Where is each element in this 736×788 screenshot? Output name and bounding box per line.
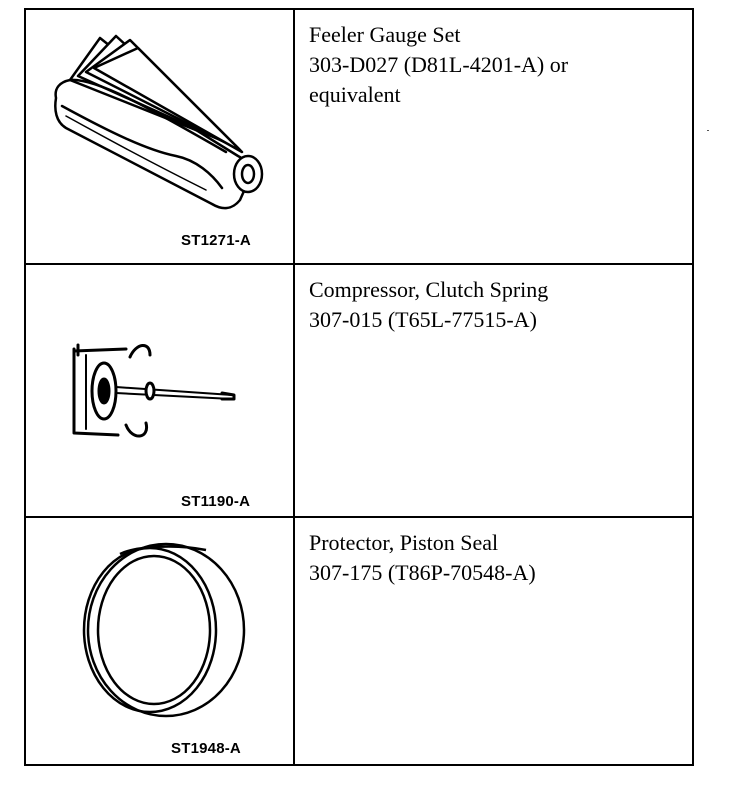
tool-part-number: 307-015 (T65L-77515-A) xyxy=(309,307,537,332)
tool-part-number: 307-175 (T86P-70548-A) xyxy=(309,560,536,585)
figure-id-label: ST1948-A xyxy=(171,740,241,757)
illustration-cell xyxy=(26,518,293,764)
clutch-spring-compressor-illustration xyxy=(26,265,293,516)
column-divider xyxy=(293,10,295,764)
scan-speck xyxy=(707,130,709,131)
tool-row-feeler-gauge xyxy=(26,10,692,263)
tool-row-piston-seal-protector xyxy=(26,518,692,764)
illustration-cell xyxy=(26,10,293,263)
illustration-cell xyxy=(26,265,293,516)
description-cell xyxy=(309,275,679,335)
tool-name: Feeler Gauge Set xyxy=(309,22,461,47)
piston-seal-protector-illustration xyxy=(26,518,293,764)
description-cell xyxy=(309,528,679,588)
description-cell xyxy=(309,20,679,110)
tool-name: Protector, Piston Seal xyxy=(309,530,499,555)
tool-part-number: 303-D027 (D81L-4201-A) or xyxy=(309,52,569,77)
special-tools-table xyxy=(24,8,694,766)
tool-note: equivalent xyxy=(309,82,401,107)
figure-id-label: ST1271-A xyxy=(181,232,251,249)
figure-id-label: ST1190-A xyxy=(181,493,251,510)
feeler-gauge-set-illustration xyxy=(26,10,293,263)
tool-name: Compressor, Clutch Spring xyxy=(309,277,549,302)
tool-row-clutch-spring-compressor xyxy=(26,265,692,516)
